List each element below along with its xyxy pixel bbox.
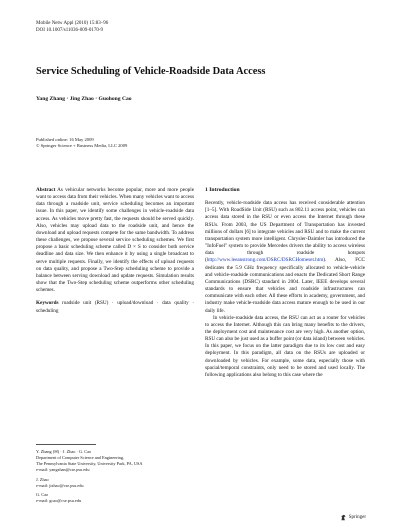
intro-p1-text-b: ). Also, FCC dedicates the 5.9 GHz frequency specifically allocated to vehicle-vehicle and vehicle-roadside communications and enacts the Dedicated Short Range Communications (DSRC) standard in 2004. Later, IEEE develops several standards to ensure that vehicles and roadside infrastructures can communicate with each other. All these efforts in academy, government, and industry make vehicle-roadside data access mature enough to be used in our daily life. <box>205 257 365 314</box>
abstract-text: As vehicular networks become popular, more and more people want to access data from their vehicles. When many vehicles want to access data through a roadside unit, service scheduling becomes an important issue. In this paper, we identify some challenges in vehicle-roadside data access. As vehicles move pretty fast, the requests should be served quickly. Also, vehicles may upload data to the roadside unit, and hence the download and upload requests compete for the same bandwidth. To address these challenges, we propose several service scheduling schemes. We first propose a basic scheduling scheme called D × S to consider both service deadline and data size. We then enhance it by using a single broadcast to serve multiple requests. Finally, we identify the effects of upload requests on data quality, and propose a Two-Step scheduling scheme to provide a balance between serving download and update requests. Simulation results show that the Two-Step scheduling scheme outperforms other scheduling schemes. <box>36 187 195 294</box>
affiliation-dept: Department of Computer Science and Engineering, <box>36 454 125 460</box>
footnote-divider <box>36 444 96 445</box>
keywords <box>36 300 194 314</box>
journal-citation: Mobile Netw Appl (2010) 15:83–96 <box>36 21 109 26</box>
intro-paragraph-2: In vehicle-roadside data access, the RSU can act as a router for vehicles to access the Internet. Although this can bring many benefits to the drivers, the deployment cost and maintenance cost are very high. As another option, RSU can also be just used as a buffer point (or data island) between vehicles. In this paper, we focus on the latter paradigm due to its low cost and easy deployment. In this paradigm, all data on the RSUs are uploaded or downloaded by vehicles. For example, some data, especially those with spacial/temporal constraints, only need to be stored and used locally. The following applications also belong to this case where the <box>205 314 365 378</box>
paper-title: Service Scheduling of Vehicle-Roadside Data Access <box>36 66 266 77</box>
affiliation-email-2[interactable]: e-mail: jizhao@cse.psu.edu <box>36 482 84 488</box>
keywords-text: roadside unit (RSU) · upload/download · data quality · scheduling <box>36 300 194 314</box>
section-heading-introduction: 1 Introduction <box>205 187 240 193</box>
intro-p1-text-a: Recently, vehicle-roadside data access has received considerable attention [1–5]. With RoadSide Unit (RSU) such as 802.11 access point, vehicles can access data stored in the RSU or even access the Internet through these RSUs. From 2003, the US Department of Transportation has invested millions of dollars [6] to integrate vehicles and RSU and to make the current transportation system more intelligent. Chrysler-Daimler has introduced the "InfoFuel" system to provide Mercedes drivers the ability to access wireless data through roadside hotspots ( <box>205 200 365 264</box>
paper-authors: Yang Zhang · Jing Zhao · Guohong Cao <box>36 96 132 102</box>
abstract <box>36 187 194 294</box>
affiliation-name-2: J. Zhao <box>36 476 49 482</box>
springer-label: Springer <box>348 515 366 520</box>
author-affiliation <box>36 444 194 504</box>
affiliation-name-3: G. Cao <box>36 492 49 498</box>
springer-horse-icon <box>340 514 347 521</box>
abstract-label: Abstract <box>36 187 56 193</box>
affiliation-names: Y. Zhang (✉) · J. Zhao · G. Cao <box>36 449 92 454</box>
right-column <box>205 187 365 379</box>
affiliation-email-1[interactable]: e-mail: yangzhan@cse.psu.edu <box>36 466 90 472</box>
journal-info <box>36 21 108 34</box>
publication-info <box>36 137 127 150</box>
affiliation-email-3[interactable]: e-mail: gcao@cse.psu.edu <box>36 498 82 504</box>
intro-paragraph-1 <box>205 200 365 315</box>
affiliation-univ: The Pennsylvania State University, University Park, PA, USA <box>36 460 143 466</box>
journal-doi: DOI 10.1007/s11036-009-0170-9 <box>36 27 104 33</box>
copyright-line: © Springer Science + Business Media, LLC 2009 <box>36 143 128 149</box>
keywords-label: Keywords <box>36 300 59 307</box>
infofuel-link[interactable]: http://www.leeanstrong.com/DSRC/DSRCHomeset.htm <box>206 257 324 264</box>
published-date: Published online: 16 May 2009 <box>36 137 94 142</box>
publisher-logo <box>340 514 366 521</box>
left-column <box>36 187 194 315</box>
